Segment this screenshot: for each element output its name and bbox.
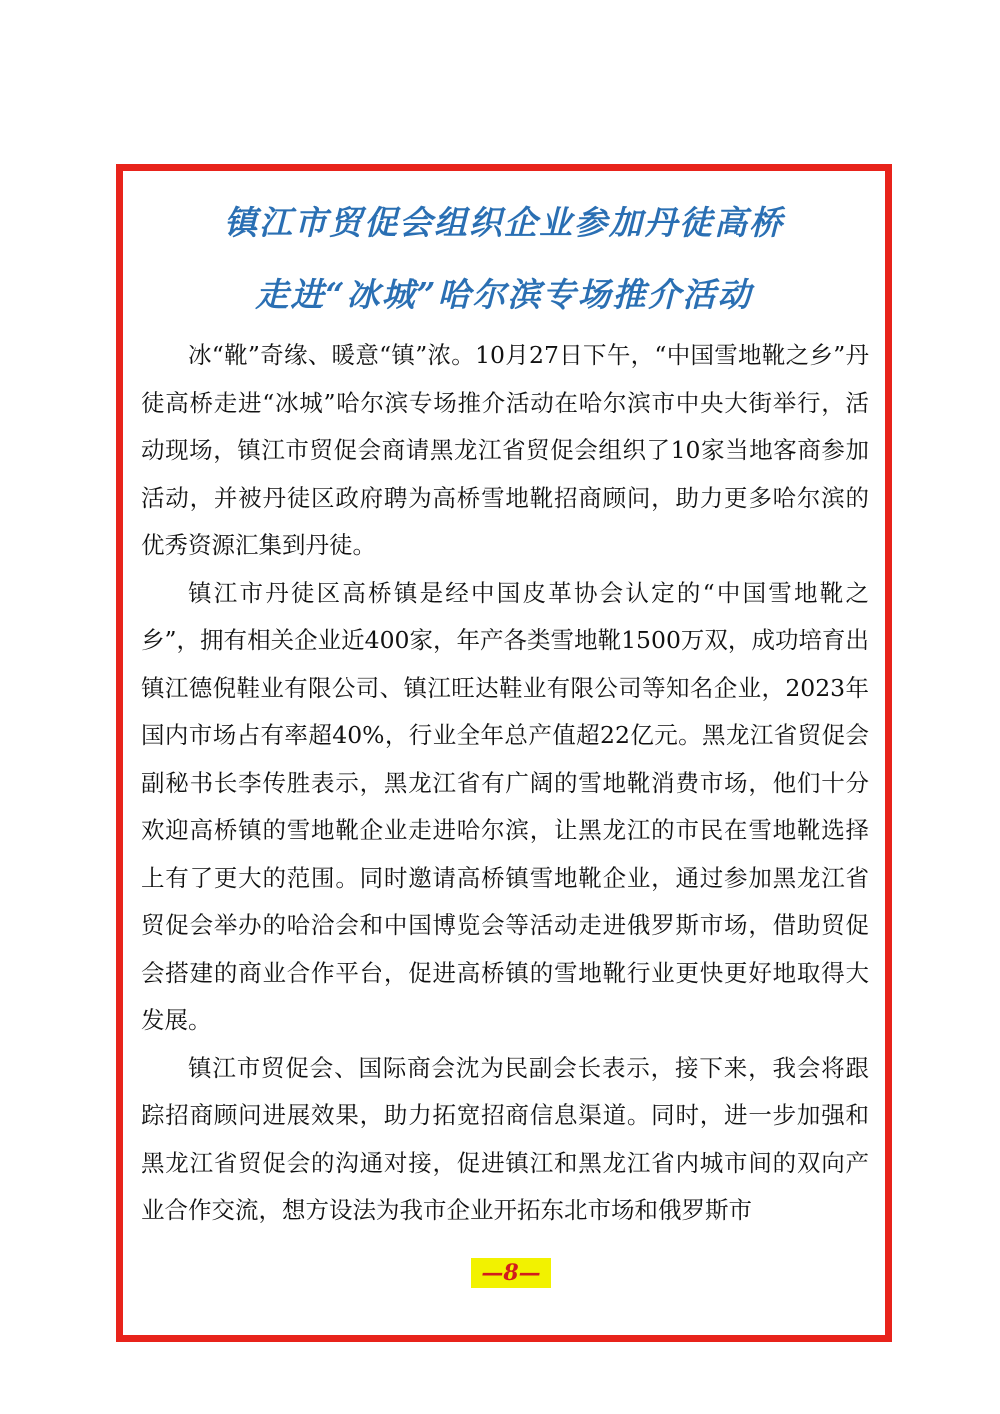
page-number: —8— <box>471 1258 551 1288</box>
paragraph: 冰“靴”奇缘、暖意“镇”浓。10月27日下午，“中国雪地靴之乡”丹徒高桥走进“冰城”哈尔滨专场推介活动在哈尔滨市中央大街举行，活动现场，镇江市贸促会商请黑龙江省贸促会组织了10家当地客商参加活动，并被丹徒区政府聘为高桥雪地靴招商顾问，助力更多哈尔滨的优秀资源汇集到丹徒。 <box>141 341 869 559</box>
article-title-line-1: 镇江市贸促会组织企业参加丹徒高桥 <box>224 203 784 242</box>
paragraph: 镇江市贸促会、国际商会沈为民副会长表示，接下来，我会将跟踪招商顾问进展效果，助力拓宽招商信息渠道。同时，进一步加强和黑龙江省贸促会的沟通对接，促进镇江和黑龙江省内城市间的双向产业合作交流，想方设法为我市企业开拓东北市场和俄罗斯市 <box>141 1053 869 1224</box>
paragraph: 镇江市丹徒区高桥镇是经中国皮革协会认定的“中国雪地靴之乡”，拥有相关企业近400家，年产各类雪地靴1500万双，成功培育出镇江德倪鞋业有限公司、镇江旺达鞋业有限公司等知名企业，2023年国内市场占有率超40%，行业全年总产值超22亿元。黑龙江省贸促会副秘书长李传胜表示，黑龙江省有广阔的雪地靴消费市场，他们十分欢迎高桥镇的雪地靴企业走进哈尔滨，让黑龙江的市民在雪地靴选择上有了更大的范围。同时邀请高桥镇雪地靴企业，通过参加黑龙江省贸促会举办的哈洽会和中国博览会等活动走进俄罗斯市场，借助贸促会搭建的商业合作平台，促进高桥镇的雪地靴行业更快更好地取得大发展。 <box>141 578 869 1034</box>
article-body <box>141 332 869 1235</box>
article-title-line-2: 走进“冰城”哈尔滨专场推介活动 <box>255 275 753 314</box>
red-border-frame <box>116 164 892 1342</box>
